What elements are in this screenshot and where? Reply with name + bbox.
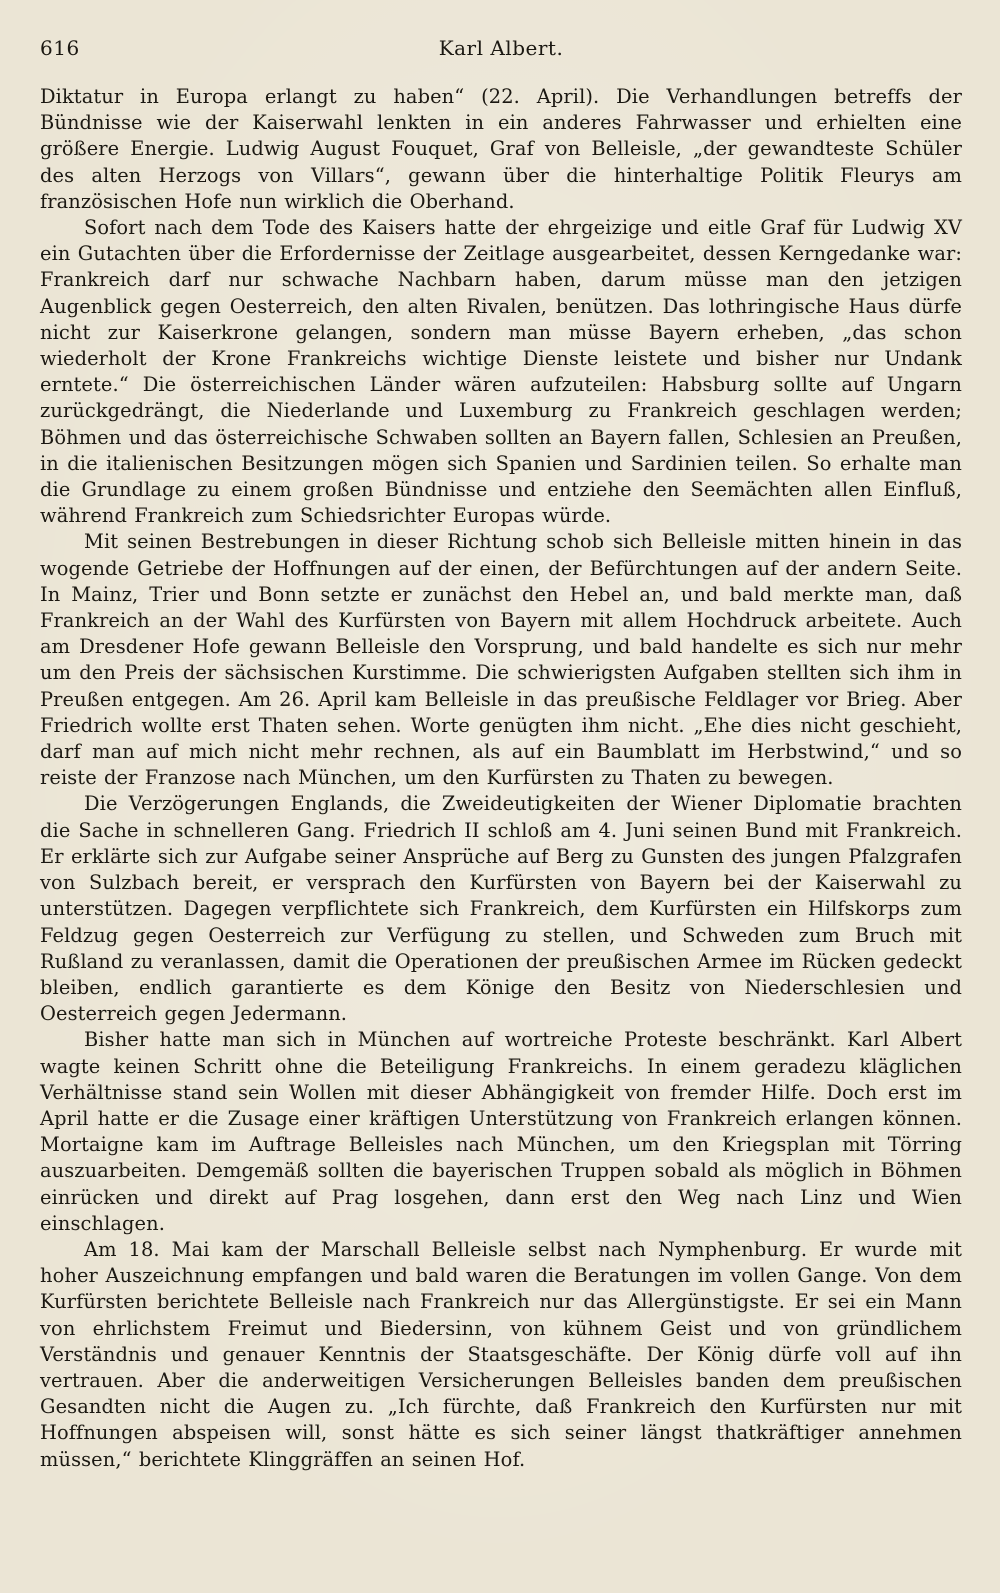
page-header <box>40 34 962 68</box>
running-title: Karl Albert. <box>438 36 564 60</box>
paragraph: Bisher hatte man sich in München auf wortreiche Proteste beschränkt. Karl Albert wagte keinen Schritt ohne die Beteiligung Frankreichs. In einem geradezu kläglichen Verhältnisse stand sein Wollen mit dieser Abhängigkeit von fremder Hilfe. Doch erst im April hatte er die Zusage einer kräftigen Unterstützung von Frankreich erlangen können. Mortaigne kam im Auftrage Belleisles nach München, um den Kriegsplan mit Törring auszuarbeiten. Demgemäß sollten die bayerischen Truppen sobald als möglich in Böhmen einrücken und direkt auf Prag losgehen, dann erst den Weg nach Linz und Wien einschlagen. <box>40 1028 962 1235</box>
body-text <box>40 84 962 1473</box>
paragraph: Die Verzögerungen Englands, die Zweideutigkeiten der Wiener Diplomatie brachten die Sache in schnelleren Gang. Friedrich II schloß am 4. Juni seinen Bund mit Frankreich. Er erklärte sich zur Aufgabe seiner Ansprüche auf Berg zu Gunsten des jungen Pfalzgrafen von Sulzbach bereit, er versprach den Kurfürsten von Bayern bei der Kaiserwahl zu unterstützen. Dagegen verpflichtete sich Frankreich, dem Kurfürsten ein Hilfskorps zum Feldzug gegen Oesterreich zur Verfügung zu stellen, und Schweden zum Bruch mit Rußland zu veranlassen, damit die Operationen der preußischen Armee im Rücken gedeckt bleiben, endlich garantierte es dem Könige den Besitz von Niederschlesien und Oesterreich gegen Jedermann. <box>40 792 962 1026</box>
paragraph: Am 18. Mai kam der Marschall Belleisle selbst nach Nymphenburg. Er wurde mit hoher Auszeichnung empfangen und bald waren die Beratungen im vollen Gange. Von dem Kurfürsten berichtete Belleisle nach Frankreich nur das Allergünstigste. Er sei ein Mann von ehrlichstem Freimut und Biedersinn, von kühnem Geist und von gründlichem Verständnis und genauer Kenntnis der Staatsgeschäfte. Der König dürfe voll auf ihn vertrauen. Aber die anderweitigen Versicherungen Belleisles banden dem preußischen Gesandten nicht die Augen zu. „Ich fürchte, daß Frankreich den Kurfürsten nur mit Hoffnungen abspeisen will, sonst hätte es sich seiner längst thatkräftiger annehmen müssen,“ berichtete Klinggräffen an seinen Hof. <box>40 1237 962 1471</box>
paragraph: Mit seinen Bestrebungen in dieser Richtung schob sich Belleisle mitten hinein in das wogende Getriebe der Hoffnungen auf der einen, der Befürchtungen auf der andern Seite. In Mainz, Trier und Bonn setzte er zunächst den Hebel an, und bald merkte man, daß Frankreich an der Wahl des Kurfürsten von Bayern mit allem Hochdruck arbeitete. Auch am Dresdener Hofe gewann Belleisle den Vorsprung, und bald handelte es sich nur mehr um den Preis der sächsischen Kurstimme. Die schwierigsten Aufgaben stellten sich ihm in Preußen entgegen. Am 26. April kam Belleisle in das preußische Feldlager vor Brieg. Aber Friedrich wollte erst Thaten sehen. Worte genügten ihm nicht. „Ehe dies nicht geschieht, darf man auf mich nicht mehr rechnen, als auf ein Baumblatt im Herbstwind,“ und so reiste der Franzose nach München, um den Kurfürsten zu Thaten zu bewegen. <box>40 530 962 790</box>
paragraph: Diktatur in Europa erlangt zu haben“ (22. April). Die Verhandlungen betreffs der Bündnisse wie der Kaiserwahl lenkten in ein anderes Fahrwasser und erhielten eine größere Energie. Ludwig August Fouquet, Graf von Belleisle, „der gewandteste Schüler des alten Herzogs von Villars“, gewann über die hinterhaltige Politik Fleurys am französischen Hofe nun wirklich die Oberhand. <box>40 85 962 213</box>
paragraph: Sofort nach dem Tode des Kaisers hatte der ehrgeizige und eitle Graf für Ludwig XV ein Gutachten über die Erfordernisse der Zeitlage ausgearbeitet, dessen Kerngedanke war: Frankreich darf nur schwache Nachbarn haben, darum müsse man den jetzigen Augenblick gegen Oesterreich, den alten Rivalen, benützen. Das lothringische Haus dürfe nicht zur Kaiserkrone gelangen, sondern man müsse Bayern erheben, „das schon wiederholt der Krone Frankreichs wichtige Dienste leistete und bisher nur Undank erntete.“ Die österreichischen Länder wären aufzuteilen: Habsburg sollte auf Ungarn zurückgedrängt, die Niederlande und Luxemburg zu Frankreich geschlagen werden; Böhmen und das österreichische Schwaben sollten an Bayern fallen, Schlesien an Preußen, in die italienischen Besitzungen mögen sich Spanien und Sardinien teilen. So erhalte man die Grundlage zu einem großen Bündnisse und entziehe den Seemächten allen Einfluß, während Frankreich zum Schiedsrichter Europas würde. <box>40 216 962 528</box>
page-number: 616 <box>40 36 80 60</box>
